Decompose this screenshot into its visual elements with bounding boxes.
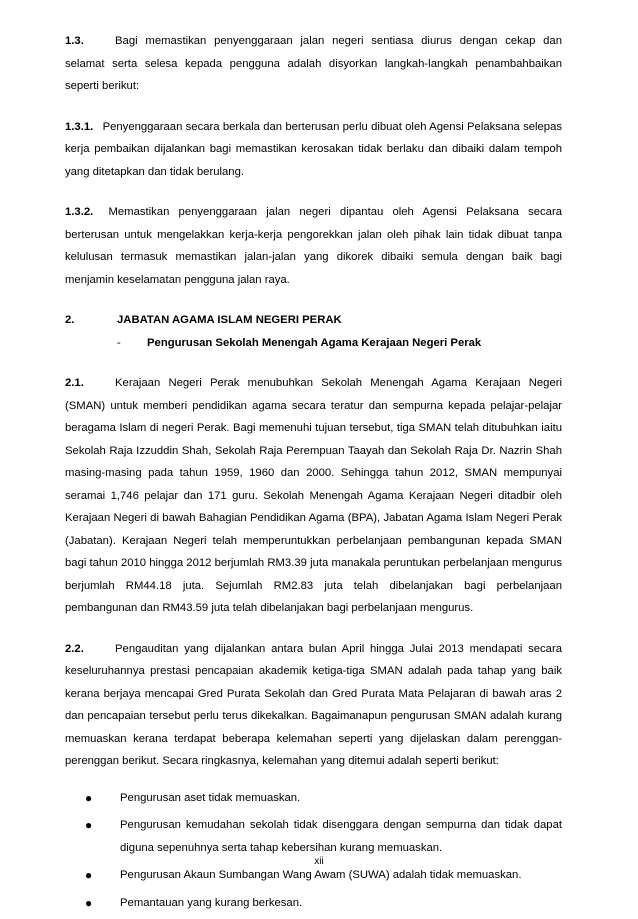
paragraph-text: Memastikan penyenggaraan jalan negeri dipantau oleh Agensi Pelaksana secara berterusan untuk mengelakkan kerja-kerja pengorekkan jalan oleh pihak lain tidak dibuat tanpa kelulusan termasuk memastikan jalan-jalan yang dikorek dibaiki semula dengan baik bagi menjamin keselamatan pengguna jalan raya. [65, 206, 562, 286]
section-heading-2 [65, 309, 562, 332]
paragraph-number: 1.3.1. [65, 120, 94, 133]
paragraph-1-3-1 [65, 116, 562, 184]
paragraph-text: Bagi memastikan penyenggaraan jalan negeri sentiasa diurus dengan cekap dan selamat serta selesa kepada pengguna adalah disyorkan langkah-langkah penambahbaikan seperti berikut: [65, 35, 562, 92]
paragraph-2-1 [65, 372, 562, 620]
section-title: JABATAN AGAMA ISLAM NEGERI PERAK [117, 314, 342, 326]
paragraph-text: Kerajaan Negeri Perak menubuhkan Sekolah Menengah Agama Kerajaan Negeri (SMAN) untuk memberi pendidikan agama secara teratur dan sempurna kepada pelajar-pelajar beragama Islam di negeri Perak. Bagi memenuhi tujuan tersebut, tiga SMAN telah ditubuhkan iaitu Sekolah Raja Izzuddin Shah, Sekolah Raja Perempuan Taayah dan Sekolah Raja Dr. Nazrin Shah masing-masing pada tahun 1959, 1960 dan 2000. Sehingga tahun 2012, SMAN mempunyai seramai 1,746 pelajar dan 171 guru. Sekolah Menengah Agama Kerajaan Negeri ditadbir oleh Kerajaan Negeri di bawah Bahagian Pendidikan Agama (BPA), Jabatan Agama Islam Negeri Perak (Jabatan). Kerajaan Negeri telah memperuntukkan perbelanjaan pembangunan kepada SMAN bagi tahun 2010 hingga 2012 berjumlah RM3.39 juta manakala peruntukan perbelanjaan mengurus berjumlah RM44.18 juta. Sejumlah RM2.83 juta telah dibelanjakan bagi perbelanjaan pembangunan dan RM43.59 juta telah dibelanjakan bagi perbelanjaan mengurus. [65, 377, 562, 614]
section-subtitle: Pengurusan Sekolah Menengah Agama Kerajaan Negeri Perak [147, 336, 482, 349]
paragraph-number: 1.3. [65, 35, 84, 47]
bullet-icon: ● [85, 868, 93, 882]
section-number: 2. [65, 314, 75, 326]
bullet-icon: ● [85, 790, 93, 805]
findings-list [65, 787, 562, 915]
paragraph-1-3 [65, 30, 562, 98]
list-item [65, 787, 562, 810]
bullet-icon: ● [85, 895, 93, 910]
list-item [65, 864, 562, 887]
paragraph-1-3-2 [65, 201, 562, 291]
list-item-text: Pemantauan yang kurang berkesan. [120, 896, 303, 909]
subheading-dash: - [117, 336, 121, 349]
list-item-text: Pengurusan Akaun Sumbangan Wang Awam (SUWA) adalah tidak memuaskan. [120, 869, 522, 881]
paragraph-2-2 [65, 638, 562, 773]
section-subheading [65, 332, 562, 355]
paragraph-text: Penyenggaraan secara berkala dan berterusan perlu dibuat oleh Agensi Pelaksana selepas kerja pembaikan dijalankan bagi memastikan kerosakan tidak berlaku dan dibaiki dalam tempoh yang ditetapkan dan tidak berulang. [65, 120, 563, 178]
list-item-text: Pengurusan kemudahan sekolah tidak disenggara dengan sempurna dan tidak dapat diguna sepenuhnya serta tahap kebersihan kurang memuaskan. [120, 819, 562, 854]
paragraph-number: 2.1. [65, 377, 84, 389]
paragraph-number: 2.2. [65, 642, 84, 655]
paragraph-number: 1.3.2. [65, 206, 94, 218]
list-item-text: Pengurusan aset tidak memuaskan. [120, 791, 301, 804]
document-page [65, 30, 562, 919]
bullet-icon: ● [85, 818, 93, 832]
paragraph-text: Pengauditan yang dijalankan antara bulan April hingga Julai 2013 mendapati secara keseluruhannya prestasi pencapaian akademik ketiga-tiga SMAN adalah pada tahap yang baik kerana berjaya mencapai Gred Purata Sekolah dan Gred Purata Mata Pelajaran di bawah aras 2 dan pencapaian tersebut perlu terus dikekalkan. Bagaimanapun pengurusan SMAN adalah kurang memuaskan kerana terdapat beberapa kelemahan seperti yang dijelaskan dalam perenggan-perenggan berikut. Secara ringkasnya, kelemahan yang ditemui adalah seperti berikut: [65, 642, 562, 767]
page-number: xii [314, 856, 324, 867]
list-item [65, 814, 562, 859]
